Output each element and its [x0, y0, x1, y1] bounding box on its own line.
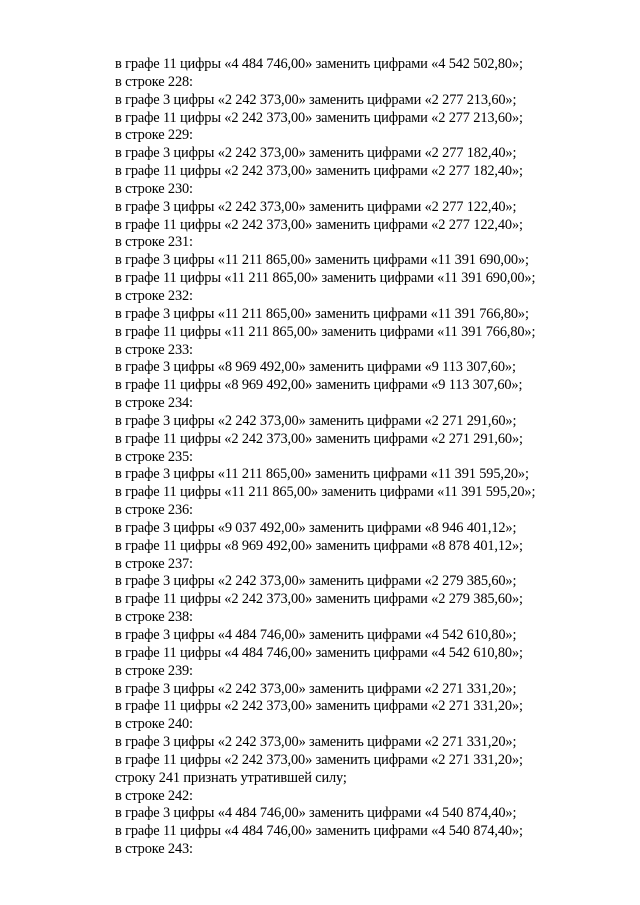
text-line: в графе 3 цифры «9 037 492,00» заменить цифрами «8 946 401,12»; [115, 519, 517, 536]
text-line: в графе 11 цифры «2 242 373,00» заменить цифрами «2 271 331,20»; [115, 698, 523, 715]
text-line: в графе 11 цифры «11 211 865,00» заменить цифрами «11 391 766,80»; [115, 323, 536, 340]
text-line: в графе 3 цифры «8 969 492,00» заменить цифрами «9 113 307,60»; [115, 359, 516, 376]
text-line: в строке 234: [115, 395, 193, 412]
text-line: в графе 11 цифры «2 242 373,00» заменить цифрами «2 279 385,60»; [115, 591, 523, 608]
text-line: в строке 233: [115, 341, 193, 358]
text-line: в графе 3 цифры «2 242 373,00» заменить цифрами «2 279 385,60»; [115, 573, 517, 590]
text-line: в графе 3 цифры «2 242 373,00» заменить цифрами «2 277 122,40»; [115, 198, 517, 215]
text-line: в строке 243: [115, 841, 193, 858]
text-line: в строке 231: [115, 234, 193, 251]
text-line: в графе 3 цифры «2 242 373,00» заменить цифрами «2 271 291,60»; [115, 412, 517, 429]
text-line: в графе 11 цифры «2 242 373,00» заменить цифрами «2 277 182,40»; [115, 163, 523, 180]
text-line: в строке 236: [115, 502, 193, 519]
text-line: в строке 230: [115, 180, 193, 197]
text-line: в графе 3 цифры «11 211 865,00» заменить цифрами «11 391 766,80»; [115, 305, 529, 322]
text-line: в графе 3 цифры «4 484 746,00» заменить цифрами «4 540 874,40»; [115, 805, 517, 822]
amendment-lines [115, 56, 535, 859]
text-line: в строке 232: [115, 287, 193, 304]
text-line: в графе 3 цифры «11 211 865,00» заменить цифрами «11 391 595,20»; [115, 466, 529, 483]
text-line: в графе 11 цифры «2 242 373,00» заменить цифрами «2 271 331,20»; [115, 751, 523, 768]
text-line: в графе 11 цифры «2 242 373,00» заменить цифрами «2 271 291,60»; [115, 430, 523, 447]
text-line: в графе 3 цифры «2 242 373,00» заменить цифрами «2 277 213,60»; [115, 91, 517, 108]
text-line: в графе 3 цифры «2 242 373,00» заменить цифрами «2 271 331,20»; [115, 734, 517, 751]
text-line: в строке 237: [115, 555, 193, 572]
text-line: в строке 242: [115, 787, 193, 804]
text-line: в графе 11 цифры «11 211 865,00» заменить цифрами «11 391 595,20»; [115, 484, 536, 501]
text-line: в графе 11 цифры «2 242 373,00» заменить цифрами «2 277 122,40»; [115, 216, 523, 233]
text-line: в графе 11 цифры «11 211 865,00» заменить цифрами «11 391 690,00»; [115, 270, 536, 287]
text-line: в строке 239: [115, 662, 193, 679]
text-line: в графе 11 цифры «4 484 746,00» заменить цифрами «4 542 610,80»; [115, 644, 523, 661]
text-line: в строке 235: [115, 448, 193, 465]
text-line: в строке 229: [115, 127, 193, 144]
text-line: в строке 228: [115, 73, 193, 90]
text-line: в строке 238: [115, 609, 193, 626]
text-line: в строке 240: [115, 716, 193, 733]
text-line: в графе 3 цифры «2 242 373,00» заменить цифрами «2 277 182,40»; [115, 145, 517, 162]
text-line: строку 241 признать утратившей силу; [115, 769, 347, 786]
text-line: в графе 3 цифры «4 484 746,00» заменить цифрами «4 542 610,80»; [115, 627, 517, 643]
text-line: в графе 11 цифры «8 969 492,00» заменить цифрами «9 113 307,60»; [115, 377, 523, 394]
text-line: в графе 3 цифры «2 242 373,00» заменить цифрами «2 271 331,20»; [115, 680, 517, 697]
text-line: в графе 3 цифры «11 211 865,00» заменить цифрами «11 391 690,00»; [115, 252, 529, 269]
text-line: в графе 11 цифры «4 484 746,00» заменить цифрами «4 542 502,80»; [115, 56, 523, 72]
text-line: в графе 11 цифры «2 242 373,00» заменить цифрами «2 277 213,60»; [115, 109, 523, 126]
text-line: в графе 11 цифры «4 484 746,00» заменить цифрами «4 540 874,40»; [115, 823, 523, 840]
text-line: в графе 11 цифры «8 969 492,00» заменить цифрами «8 878 401,12»; [115, 537, 523, 554]
